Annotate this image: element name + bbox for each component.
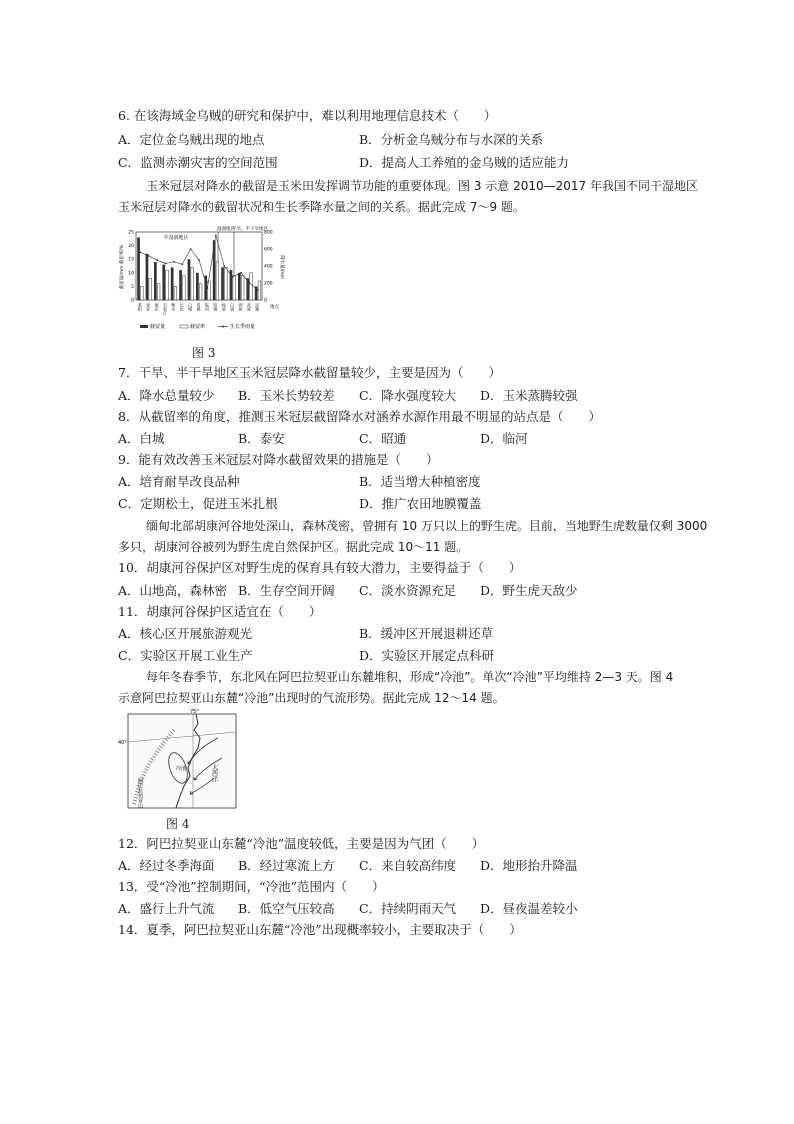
map-label-mountain: 阿巴拉契亚山 xyxy=(137,778,143,808)
q13-option-d: D．昼夜温差较小 xyxy=(480,901,578,916)
y-tick-left: 15 xyxy=(128,257,134,263)
q10-option-c: C．淡水资源充足 xyxy=(359,583,457,598)
bar-interception-rate xyxy=(157,284,160,300)
q13-stem: 13．受“冷池”控制期间，“冷池”范围内（ ） xyxy=(118,879,385,894)
passage2-line2: 多只，胡康河谷被列为野生虎自然保护区。据此完成 10～11 题。 xyxy=(118,540,469,554)
map-frame xyxy=(128,714,236,808)
figure-3-caption: 图 3 xyxy=(192,346,216,360)
q10-option-b: B．生存空间开阔 xyxy=(238,583,335,598)
bar-interception-amount xyxy=(154,262,157,300)
q12-option-d: D．地形抬升降温 xyxy=(480,858,578,873)
bar-interception-rate xyxy=(191,267,194,300)
q11-option-c: C．实验区开展工业生产 xyxy=(118,648,253,663)
q7-option-b: B．玉米长势较差 xyxy=(238,388,335,403)
map-label-cold-pool: 冷池 xyxy=(176,766,187,772)
q14-stem: 14．夏季，阿巴拉契亚山东麓“冷池”出现概率较小，主要取决于（ ） xyxy=(118,922,522,937)
q12-stem: 12．阿巴拉契亚山东麓“冷池”温度较低，主要是因为气团（ ） xyxy=(118,836,485,851)
figure-3-chart xyxy=(118,222,288,340)
q9-option-a: A．培育耐旱改良品种 xyxy=(118,474,240,489)
lat-label: 40° xyxy=(118,740,127,746)
x-tick-station: 泰安 xyxy=(146,303,152,311)
legend-label-rate: 截留率 xyxy=(190,324,206,330)
bar-interception-rate xyxy=(199,284,202,300)
y-tick-right: 600 xyxy=(264,247,273,253)
q10-option-a: A．山地高，森林密 xyxy=(118,583,228,598)
q12-option-a: A．经过冬季海面 xyxy=(118,858,215,873)
region-label-dry: 干旱、半干旱地区 xyxy=(232,227,268,232)
q10-stem: 10．胡康河谷保护区对野生虎的保育具有较大潜力，主要得益于（ ） xyxy=(118,560,522,575)
q13-option-b: B．低空气压较高 xyxy=(238,901,335,916)
x-tick-station: 白银 xyxy=(230,303,236,311)
bar-interception-rate xyxy=(258,281,261,300)
q9-option-b: B．适当增大种植密度 xyxy=(359,474,481,489)
passage2-line1: 缅甸北部胡康河谷地处深山，森林茂密，曾拥有 10 万只以上的野生虎。目前，当地野生虎数量仅剩 3000 xyxy=(146,519,708,533)
passage3-line1: 每年冬春季节，东北风在阿巴拉契亚山东麓堆积，形成“冷池”。单次“冷池”平均维持 2—3 天。图 4 xyxy=(146,670,674,684)
x-tick-station: 晋城 xyxy=(196,303,202,311)
q8-option-b: B．泰安 xyxy=(238,431,285,446)
q6-stem: 6. 在该海域金乌贼的研究和保护中，难以利用地理信息技术（ ） xyxy=(118,108,497,123)
y-tick-right: 0 xyxy=(264,298,267,304)
q8-option-d: D．临河 xyxy=(480,431,528,446)
bar-interception-amount xyxy=(137,237,140,300)
q11-stem: 11．胡康河谷保护区适宜在（ ） xyxy=(118,604,322,619)
x-axis-station-label: 地点 xyxy=(270,305,279,310)
q8-stem: 8．从截留率的角度，推测玉米冠层截留降水对涵养水源作用最不明显的站点是（ ） xyxy=(118,409,601,424)
bar-interception-rate xyxy=(216,262,219,300)
q11-option-b: B．缓冲区开展退耕还草 xyxy=(359,626,494,641)
q7-option-d: D．玉米蒸腾较强 xyxy=(480,388,578,403)
y-tick-left: 5 xyxy=(131,284,134,290)
q11-option-d: D．实验区开展定点科研 xyxy=(359,648,495,663)
y-tick-right: 800 xyxy=(264,230,273,236)
q8-option-c: C．昭通 xyxy=(359,431,407,446)
bar-interception-rate xyxy=(149,278,152,300)
y-tick-left: 20 xyxy=(128,244,134,250)
region-label-humid: 半湿润地区 xyxy=(163,235,189,241)
bar-interception-rate xyxy=(174,286,177,300)
x-tick-station: 固原 xyxy=(238,303,244,311)
figure-4 xyxy=(118,708,240,812)
passage1-line1: 玉米冠层对降水的截留是玉米田发挥调节功能的重要体现。图 3 示意 2010—2017 年我国不同干湿地区 xyxy=(146,179,698,193)
q7-stem: 7．干旱、半干旱地区玉米冠层降水截留量较少，主要是因为（ ） xyxy=(118,365,501,380)
q10-option-d: D．野生虎天敌少 xyxy=(480,583,578,598)
figure-3 xyxy=(118,222,288,340)
legend-swatch-amount xyxy=(140,325,148,328)
x-tick-station: 莱阳 xyxy=(137,303,143,311)
bar-interception-amount xyxy=(213,240,216,300)
figure-4-map xyxy=(118,708,240,812)
bar-interception-amount xyxy=(179,270,182,300)
legend-label-precip: 生长季雨量 xyxy=(230,324,256,330)
x-tick-station: 武威 xyxy=(246,303,252,311)
map-label-ocean: 大西洋 xyxy=(210,764,218,782)
q9-stem: 9．能有效改善玉米冠层对降水截留效果的措施是（ ） xyxy=(118,452,439,467)
passage3-line2: 示意阿巴拉契亚山东麓“冷池”出现时的气流形势。据此完成 12～14 题。 xyxy=(118,691,505,705)
x-tick-station: 杨凌 xyxy=(221,303,227,311)
q7-option-c: C．降水强度较大 xyxy=(359,388,457,403)
y-axis-left-label: 截留量/mm 截留率/% xyxy=(120,244,125,290)
bar-interception-rate xyxy=(141,286,144,300)
q9-option-c: C．定期松土，促进玉米扎根 xyxy=(118,496,278,511)
bar-interception-rate xyxy=(233,276,236,300)
figure-4-caption: 图 4 xyxy=(166,817,190,831)
y-tick-left: 25 xyxy=(128,230,134,236)
x-tick-station: 临河 xyxy=(204,303,210,311)
x-tick-station: 保定 xyxy=(154,303,160,311)
passage1-line2: 玉米冠层对降水的截留状况和生长季降水量之间的关系。据此完成 7～9 题。 xyxy=(118,200,525,214)
legend-marker-precip xyxy=(222,326,224,328)
q11-option-a: A．核心区开展旅游观光 xyxy=(118,626,253,641)
bar-interception-rate xyxy=(250,273,253,300)
x-tick-station: 白城 xyxy=(188,303,194,311)
lon-label: 75° xyxy=(190,709,199,715)
q6-option-c: C．监测赤潮灾害的空间范围 xyxy=(118,155,278,170)
x-tick-station: 衡水 xyxy=(171,303,177,311)
y-tick-left: 10 xyxy=(128,271,134,277)
x-tick-station: 民勤 xyxy=(255,303,261,311)
q12-option-c: C．来自较高纬度 xyxy=(359,858,457,873)
bar-interception-amount xyxy=(146,254,149,300)
bar-interception-amount xyxy=(171,267,174,300)
bar-interception-amount xyxy=(196,273,199,300)
y-tick-left: 0 xyxy=(131,298,134,304)
bar-interception-amount xyxy=(221,267,224,300)
bar-interception-amount xyxy=(238,273,241,300)
q13-option-a: A．盛行上升气流 xyxy=(118,901,215,916)
bar-interception-rate xyxy=(225,267,228,300)
bar-interception-rate xyxy=(166,270,169,300)
q6-option-b: B．分析金乌贼分布与水深的关系 xyxy=(359,132,544,147)
legend-label-amount: 截留量 xyxy=(150,324,166,330)
bar-interception-amount xyxy=(162,265,165,300)
y-tick-right: 200 xyxy=(264,281,273,287)
bar-interception-amount xyxy=(246,278,249,300)
bar-interception-rate xyxy=(241,276,244,300)
q9-option-d: D．推广农田地膜覆盖 xyxy=(359,496,482,511)
x-tick-station: 昭通 xyxy=(213,303,219,311)
bar-interception-amount xyxy=(188,259,191,300)
y-tick-right: 400 xyxy=(264,264,273,270)
y-axis-right-label: 降水量/mm xyxy=(279,255,284,279)
q7-option-a: A．降水总量较少 xyxy=(118,388,215,403)
region-label-wet: 湿润地区 xyxy=(217,227,235,232)
q13-option-c: C．持续阴雨天气 xyxy=(359,901,457,916)
q12-option-b: B．经过寒流上方 xyxy=(238,858,335,873)
q8-option-a: A．白城 xyxy=(118,431,165,446)
x-tick-station: 石家庄 xyxy=(162,303,168,315)
legend-swatch-rate xyxy=(180,325,188,328)
x-tick-station: 长治 xyxy=(179,303,185,311)
q6-option-d: D．提高人工养殖的金乌贼的适应能力 xyxy=(359,155,570,170)
bar-interception-rate xyxy=(183,276,186,300)
q6-option-a: A．定位金乌贼出现的地点 xyxy=(118,132,265,147)
